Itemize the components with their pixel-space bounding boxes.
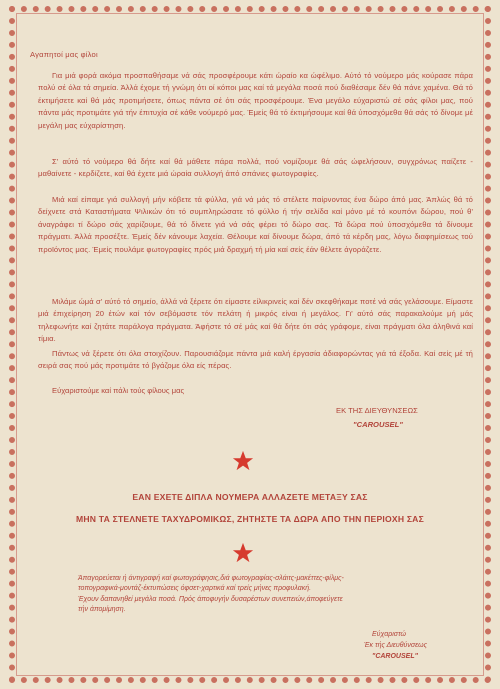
paragraph-4: Μιλάμε ώμά σ' αύτό τό σημείο, άλλά νά ξέρετε ότι είμαστε είλικρινείς καί δέν σκεφθήκαμε ποτέ νά σάς γελάσουμε. Είμαστε μιά έπιχείρηση 20 έτών καί τόν σεβόμαστε τόν πελάτη ή μικρός είναι ή μεγάλος. Γι' αύτό σάς παρακαλούμε μή μάς τηλεφωνήτε καί ζητάτε παράλογα πράγματα. Άφήστε τό σέ μάς καί θά δήτε ότι σάς γράφομε, είναι πράγματι όλα άληθινά καί τίμια.: [38, 297, 473, 344]
star-icon: [232, 542, 254, 564]
thanks-line: Εύχαριστούμε καί πάλι τούς φίλους μας: [52, 386, 185, 395]
notice-line-2: ΜΗΝ ΤΑ ΣΤΕΛΝΕΤΕ ΤΑΧΥΔΡΟΜΙΚΩΣ, ΖΗΤΗΣΤΕ ΤΑ ΔΩΡΑ ΑΠΟ ΤΗΝ ΠΕΡΙΟΧΗ ΣΑΣ: [76, 514, 424, 524]
copyright-notice: [78, 574, 478, 616]
footnote-line-2: τοπογραφικά-μοντάζ-έκτυπώσεις όφσετ-χαρτικά καί τρείς μήνες προφυλακή.: [78, 585, 312, 593]
footer-from: Έκ τής Διευθύνσεως: [364, 642, 428, 649]
paragraph-3: Μιά καί είπαμε γιά συλλογή μήν κόβετε τά φύλλα, γιά νά μάς τό στέλετε παίρνοντας ένα δώρο άπό μας. Άπλώς θά τό δείχνετε στά Καταστήματα Ψιλικών ότι τό συμπληρώσατε τό φύλλο ή τήν σελίδα καί μόνο μέ τό κουπόνι δώρου, πού θ' άναγράφει τί δώρο σάς χαρίζουμε, θά τό δίνετε γιά νά σάς φέρει τό δώρο σας. Τά δώρα πού ύποσχόμεθα τά δίνουμε πράγματι. Άλλά προσέξτε. Έμείς δέν κάνουμε λαχεία. Θέλουμε καί δίνουμε δώρα, άπό τά κέρδη μας, λόγω διαφημίσεως τού προϊόντος μας. Έμείς πουλάμε φωτογραφίες πρός μιά δραχμή τή μία καί σείς έάν θέλετε άγοράζετε.: [38, 195, 473, 254]
footnote-line-3: Έχουν δαπανηθεί μεγάλα ποσά. Πρός άποφυγήν δυσαρέστων συνεπειών,άποφεύγετε: [78, 595, 343, 603]
paragraph-1: Για μιά φορά ακόμα προσπαθήσαμε νά σάς προσφέρουμε κάτι ώραίο κα ώφέλιμο. Αύτό τό νούμερο μάς κούρασε πάρα πολύ σέ όλα τά σημεία. Άλλά έχομε τή γνώμη ότι οί κόποι μας καί τά μεγάλα ποσά πού διαθέσαμε δέν θά πάνε χαμένα. Θά τό έκτιμήσετε καί θά μάς προτιμήσετε, όπως πάντα σέ ότι σάς προσφέρουμε. Ένα μεγάλο εύχαριστώ σέ σάς φίλοι μας, πού πάντα μάς προτιμάτε γιά τήν έπιτυχία σέ κάθε νούμερό μας. Έμείς θά τό έκτιμήσουμε καί θά ύποσχόμεθα θά σάς τό δίνομε μέ μεγάλη μας εύχαρίστηση.: [38, 71, 473, 130]
notice-line-1: ΕΑΝ ΕΧΕΤΕ ΔΙΠΛΑ ΝΟΥΜΕΡΑ ΑΛΛΑΖΕΤΕ ΜΕΤΑΞΥ ΣΑΣ: [132, 492, 368, 502]
salutation: Αγαπητοί μας φίλοι: [30, 50, 98, 59]
footnote-line-1: Άπαγορεύεται ή άντιγραφή καί φωτογράφησις,διά φωτογραφίας-σλάιτς-μακέττες-φίλμς-: [78, 575, 344, 582]
signature-line-1: ΕΚ ΤΗΣ ΔΙΕΥΘΥΝΣΕΩΣ: [336, 406, 418, 415]
footer-thanks: Εύχαριστώ: [372, 631, 406, 638]
paragraph-5: Πάντως νά ξέρετε ότι όλα στοιχίζουν. Παρουσιάζομε πάντα μιά καλή έργασία άδιαφορώντας γιά τά έξοδα. Καί σείς μέ τή σειρά σας πού μάς προτιμάτε τό βγάζομε όλα είς πέρας.: [38, 349, 473, 371]
star-icon: [232, 450, 254, 472]
footnote-line-4: τήν άπομίμηση.: [78, 606, 126, 614]
paragraph-2: Σ' αύτό τό νούμερο θά δήτε καί θά μάθετε πάρα πολλά, πού νομίζουμε θά σάς ώφελήσουν, συγχρόνως παίζετε - μαθαίνετε - κερδίζετε, καί θά έχετε μιά ώραία συλλογή άπό σπάνιες φωτογραφίες.: [38, 157, 473, 179]
footer-name: "CAROUSEL": [372, 653, 418, 660]
signature-line-2: "CAROUSEL": [353, 420, 403, 429]
